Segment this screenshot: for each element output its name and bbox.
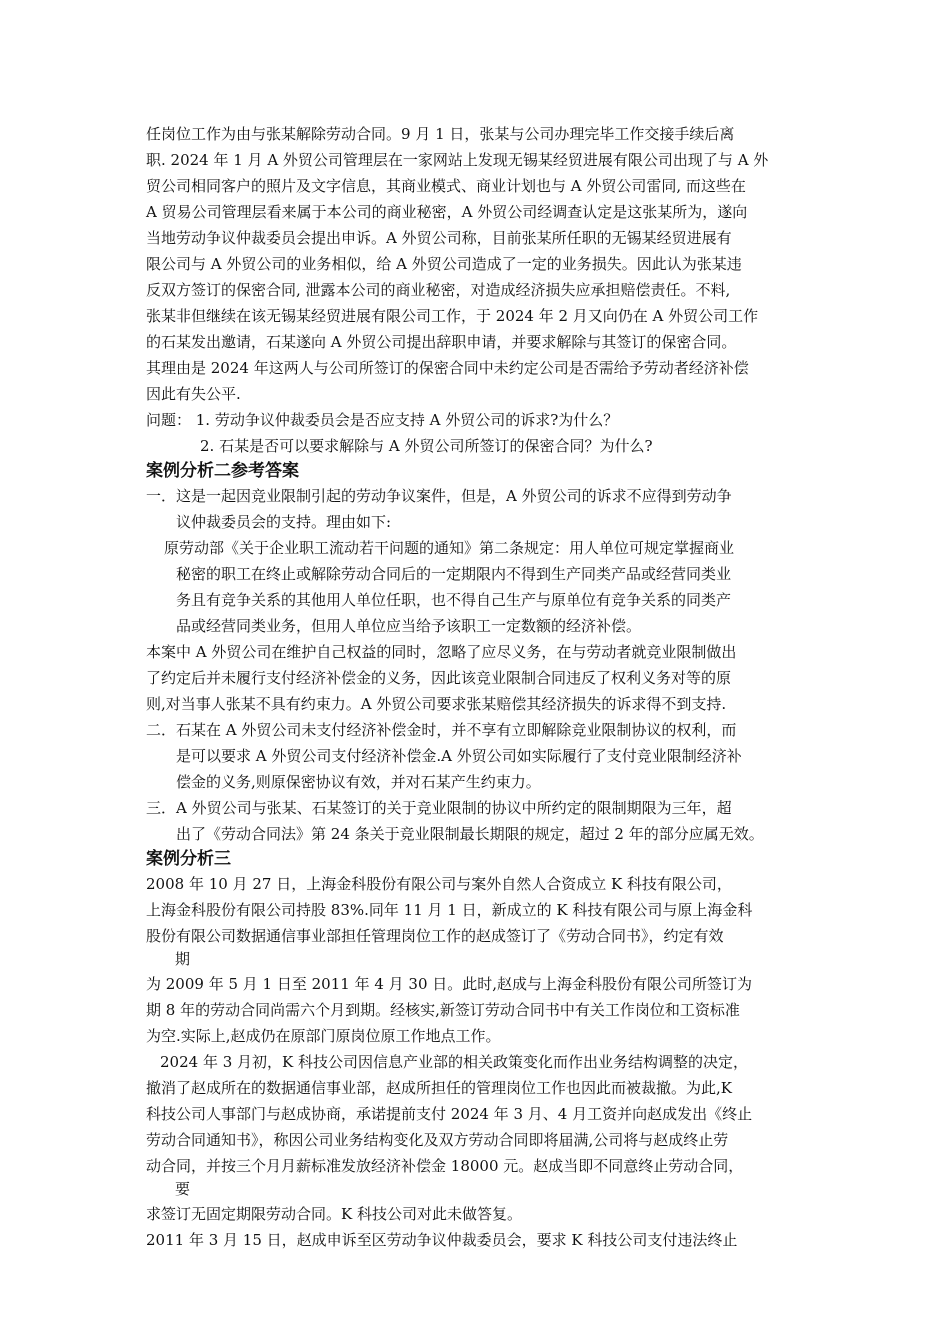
paragraph-line: 任岗位工作为由与张某解除劳动合同。9 月 1 日，张某与公司办理完毕工作交接手续后离 (146, 125, 735, 143)
question-1: 问题： 1. 劳动争议仲裁委员会是否应支持 A 外贸公司的诉求?为什么？ (146, 411, 619, 429)
answer-line: 三．A 外贸公司与张某、石某签订的关于竞业限制的协议中所约定的限制期限为三年，超 (146, 799, 732, 817)
paragraph-line: 张某非但继续在该无锡某经贸进展有限公司工作，于 2024 年 2 月又向仍在 A 外贸公司工作 (146, 307, 759, 325)
question-2: 2. 石某是否可以要求解除与 A 外贸公司所签订的保密合同？为什么? (200, 437, 653, 455)
answer-line: 议仲裁委员会的支持。理由如下: (176, 513, 392, 531)
paragraph-line: A 贸易公司管理层看来属于本公司的商业秘密，A 外贸公司经调查认定是这张某所为，遂向 (146, 203, 748, 221)
case-line: 为空.实际上,赵成仍在原部门原岗位原工作地点工作。 (146, 1027, 501, 1045)
paragraph-line: 限公司与 A 外贸公司的业务相似，给 A 外贸公司造成了一定的业务损失。因此认为张某违 (146, 255, 742, 273)
answer-line: 原劳动部《关于企业职工流动若干问题的通知》第二条规定：用人单位可规定掌握商业 (164, 539, 735, 557)
answer-line: 一．这是一起因竞业限制引起的劳动争议案件，但是，A 外贸公司的诉求不应得到劳动争 (146, 487, 732, 505)
case-line: 为 2009 年 5 月 1 日至 2011 年 4 月 30 日。此时,赵成与上海金科股份有限公司所签订为 (146, 975, 753, 993)
answer-line: 则,对当事人张某不具有约束力。A 外贸公司要求张某赔偿其经济损失的诉求得不到支持. (146, 695, 727, 713)
paragraph-line: 职. 2024 年 1 月 A 外贸公司管理层在一家网站上发现无锡某经贸进展有限公司出现了与 A 外 (146, 151, 769, 169)
case-line: 期 (175, 950, 191, 968)
section-heading: 案例分析二参考答案 (146, 461, 299, 481)
answer-line: 了约定后并未履行支付经济补偿金的义务，因此该竞业限制合同违反了权利义务对等的原 (146, 669, 732, 687)
paragraph-line: 当地劳动争议仲裁委员会提出申诉。A 外贸公司称，目前张某所任职的无锡某经贸进展有 (146, 229, 732, 247)
case-line: 股份有限公司数据通信事业部担任管理岗位工作的赵成签订了《劳动合同书》，约定有效 (146, 927, 724, 945)
case-line: 上海金科股份有限公司持股 83%.同年 11 月 1 日，新成立的 K 科技有限公司与原上海金科 (146, 901, 753, 919)
answer-line: 偿金的义务,则原保密协议有效，并对石某产生约束力。 (176, 773, 541, 791)
paragraph-line: 贸公司相同客户的照片及文字信息，其商业模式、商业计划也与 A 外贸公司雷同, 而这些在 (146, 177, 746, 195)
case-line: 期 8 年的劳动合同尚需六个月到期。经核实,新签订劳动合同书中有关工作岗位和工资标准 (146, 1001, 740, 1019)
answer-line: 秘密的职工在终止或解除劳动合同后的一定期限内不得到生产同类产品或经营同类业 (176, 565, 732, 583)
answer-line: 务且有竞争关系的其他用人单位任职，也不得自己生产与原单位有竞争关系的同类产 (176, 591, 732, 609)
case-line: 2011 年 3 月 15 日，赵成申诉至区劳动争议仲裁委员会，要求 K 科技公司支付违法终止 (146, 1231, 738, 1249)
paragraph-line: 的石某发出邀请，石某遂向 A 外贸公司提出辞职申请，并要求解除与其签订的保密合同。 (146, 333, 737, 351)
answer-line: 出了《劳动合同法》第 24 条关于竞业限制最长期限的规定，超过 2 年的部分应属无效。 (176, 825, 764, 843)
answer-line: 二．石某在 A 外贸公司未支付经济补偿金时，并不享有立即解除竞业限制协议的权利，而 (146, 721, 737, 739)
case-line: 求签订无固定期限劳动合同。K 科技公司对此未做答复。 (146, 1205, 522, 1223)
case-line: 撤消了赵成所在的数据通信事业部，赵成所担任的管理岗位工作也因此而被裁撤。为此,K (146, 1079, 732, 1097)
case-line: 动合同，并按三个月月薪标准发放经济补偿金 18000 元。赵成当即不同意终止劳动合同， (146, 1157, 744, 1175)
paragraph-line: 因此有失公平. (146, 385, 241, 403)
case-line: 劳动合同通知书》，称因公司业务结构变化及双方劳动合同即将届满,公司将与赵成终止劳 (146, 1131, 729, 1149)
case-line: 2024 年 3 月初，K 科技公司因信息产业部的相关政策变化而作出业务结构调整的决定， (160, 1053, 748, 1071)
case-line: 要 (175, 1180, 191, 1198)
paragraph-line: 其理由是 2024 年这两人与公司所签订的保密合同中未约定公司是否需给予劳动者经济补偿 (146, 359, 749, 377)
answer-line: 本案中 A 外贸公司在维护自己权益的同时，忽略了应尽义务，在与劳动者就竞业限制做出 (146, 643, 737, 661)
paragraph-line: 反双方签订的保密合同, 泄露本公司的商业秘密，对造成经济损失应承担赔偿责任。不料, (146, 281, 731, 299)
answer-line: 是可以要求 A 外贸公司支付经济补偿金.A 外贸公司如实际履行了支付竞业限制经济补 (176, 747, 742, 765)
case-line: 2008 年 10 月 27 日，上海金科股份有限公司与案外自然人合资成立 K 科技有限公司， (146, 875, 732, 893)
case-line: 科技公司人事部门与赵成协商，承诺提前支付 2024 年 3 月、4 月工资并向赵成发出《终止 (146, 1105, 753, 1123)
answer-line: 品或经营同类业务，但用人单位应当给予该职工一定数额的经济补偿。 (176, 617, 642, 635)
section-heading: 案例分析三 (146, 849, 231, 869)
